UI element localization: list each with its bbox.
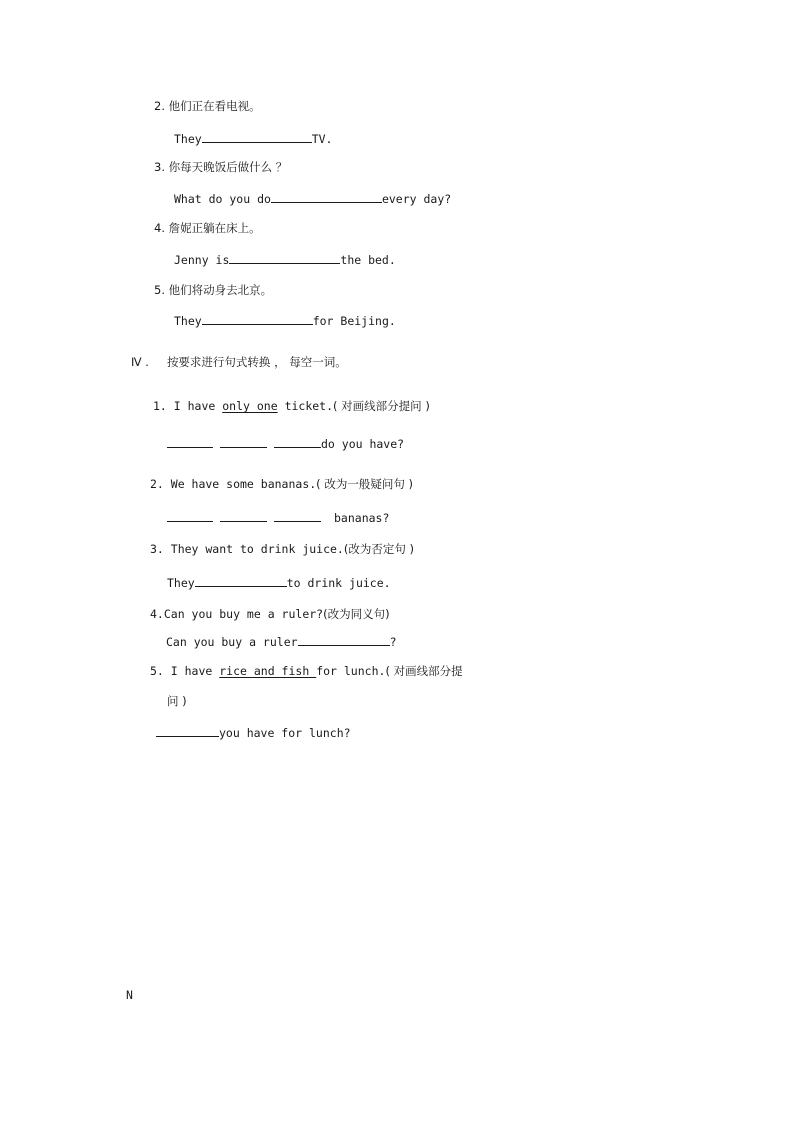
iv-q3-answer-pre: They <box>167 576 195 590</box>
iv-q5-sentence <box>150 664 463 678</box>
iv-q2-blank-2[interactable] <box>220 510 267 522</box>
q4-answer-pre: Jenny is <box>174 253 230 267</box>
iv-q1-post: ticket. <box>277 399 334 413</box>
iv-q3-blank[interactable] <box>195 575 287 587</box>
q4-answer-post: the bed. <box>340 253 396 267</box>
iv-q1-pre: 1. I have <box>153 399 223 413</box>
q5-answer-post: for Beijing. <box>312 314 396 328</box>
q5-answer-pre: They <box>174 314 202 328</box>
iv-q4-text: 4.Can you buy me a ruler? <box>150 607 324 621</box>
iv-q4-answer-post: ? <box>389 635 397 649</box>
q3-answer-pre: What do you do <box>174 192 271 206</box>
iv-q3-answer-post: to drink juice. <box>286 576 391 590</box>
iv-q2-blank-1[interactable] <box>167 510 213 522</box>
iv-q5-note-cont: 问 ) <box>167 694 187 708</box>
section-4-title: 按要求进行句式转换 ， 每空一词。 <box>166 355 347 369</box>
section-4-numeral: Ⅳ . <box>131 355 149 369</box>
iv-q2-answer-post: bananas? <box>334 511 390 525</box>
iv-q1-underlined: only one <box>222 399 278 413</box>
q5-answer-line <box>174 313 396 328</box>
iv-q4-blank[interactable] <box>298 634 390 646</box>
iv-q5-answer-line <box>156 725 351 740</box>
iv-q3-sentence <box>150 542 414 556</box>
iv-q1-note: ( 对画线部分提问 ) <box>333 399 430 413</box>
q4-answer-line <box>174 252 396 267</box>
iv-q3-text: 3. They want to drink juice. <box>150 542 344 556</box>
iv-q5-note: ( 对画线部分提 <box>385 664 463 678</box>
q5-prompt: 5. 他们将动身去北京。 <box>154 283 273 297</box>
q2-answer-pre: They <box>174 132 202 146</box>
iv-q1-blank-2[interactable] <box>220 436 267 448</box>
iv-q2-answer-line <box>167 510 389 525</box>
iv-q4-sentence <box>150 607 390 621</box>
q3-answer-post: every day? <box>381 192 452 206</box>
iv-q2-sentence <box>150 477 413 491</box>
iv-q4-answer-pre: Can you buy a ruler <box>166 635 298 649</box>
q4-prompt: 4. 詹妮正躺在床上。 <box>154 221 261 235</box>
q4-answer-blank[interactable] <box>229 252 340 264</box>
iv-q5-post: for lunch. <box>316 664 386 678</box>
q3-prompt: 3. 你每天晚饭后做什么 ？ <box>154 160 288 174</box>
footer-mark: N <box>126 988 133 1002</box>
q2-answer-line <box>174 131 332 146</box>
q3-answer-blank[interactable] <box>271 191 382 203</box>
iv-q5-answer-post: you have for lunch? <box>219 726 351 740</box>
iv-q3-answer-line <box>167 575 391 590</box>
q2-prompt: 2. 他们正在看电视。 <box>154 99 261 113</box>
iv-q1-blank-3[interactable] <box>274 436 321 448</box>
q5-answer-blank[interactable] <box>202 313 313 325</box>
iv-q4-answer-line <box>166 634 397 649</box>
iv-q1-answer-line <box>167 436 404 451</box>
iv-q1-blank-1[interactable] <box>167 436 213 448</box>
q2-answer-blank[interactable] <box>202 131 312 143</box>
iv-q2-text: 2. We have some bananas. <box>150 477 317 491</box>
iv-q1-sentence <box>153 399 430 413</box>
iv-q3-note: (改为否定句 ) <box>343 542 415 556</box>
iv-q2-note: ( 改为一般疑问句 ) <box>316 477 413 491</box>
iv-q2-blank-3[interactable] <box>274 510 321 522</box>
q2-answer-post: TV. <box>311 132 333 146</box>
iv-q4-note: (改为同义句) <box>323 607 390 621</box>
iv-q5-underlined: rice and fish <box>219 664 317 678</box>
iv-q5-pre: 5. I have <box>150 664 220 678</box>
section-4-heading <box>131 355 347 369</box>
iv-q1-answer-post: do you have? <box>321 437 405 451</box>
q3-answer-line <box>174 191 451 206</box>
iv-q5-blank[interactable] <box>156 725 219 737</box>
